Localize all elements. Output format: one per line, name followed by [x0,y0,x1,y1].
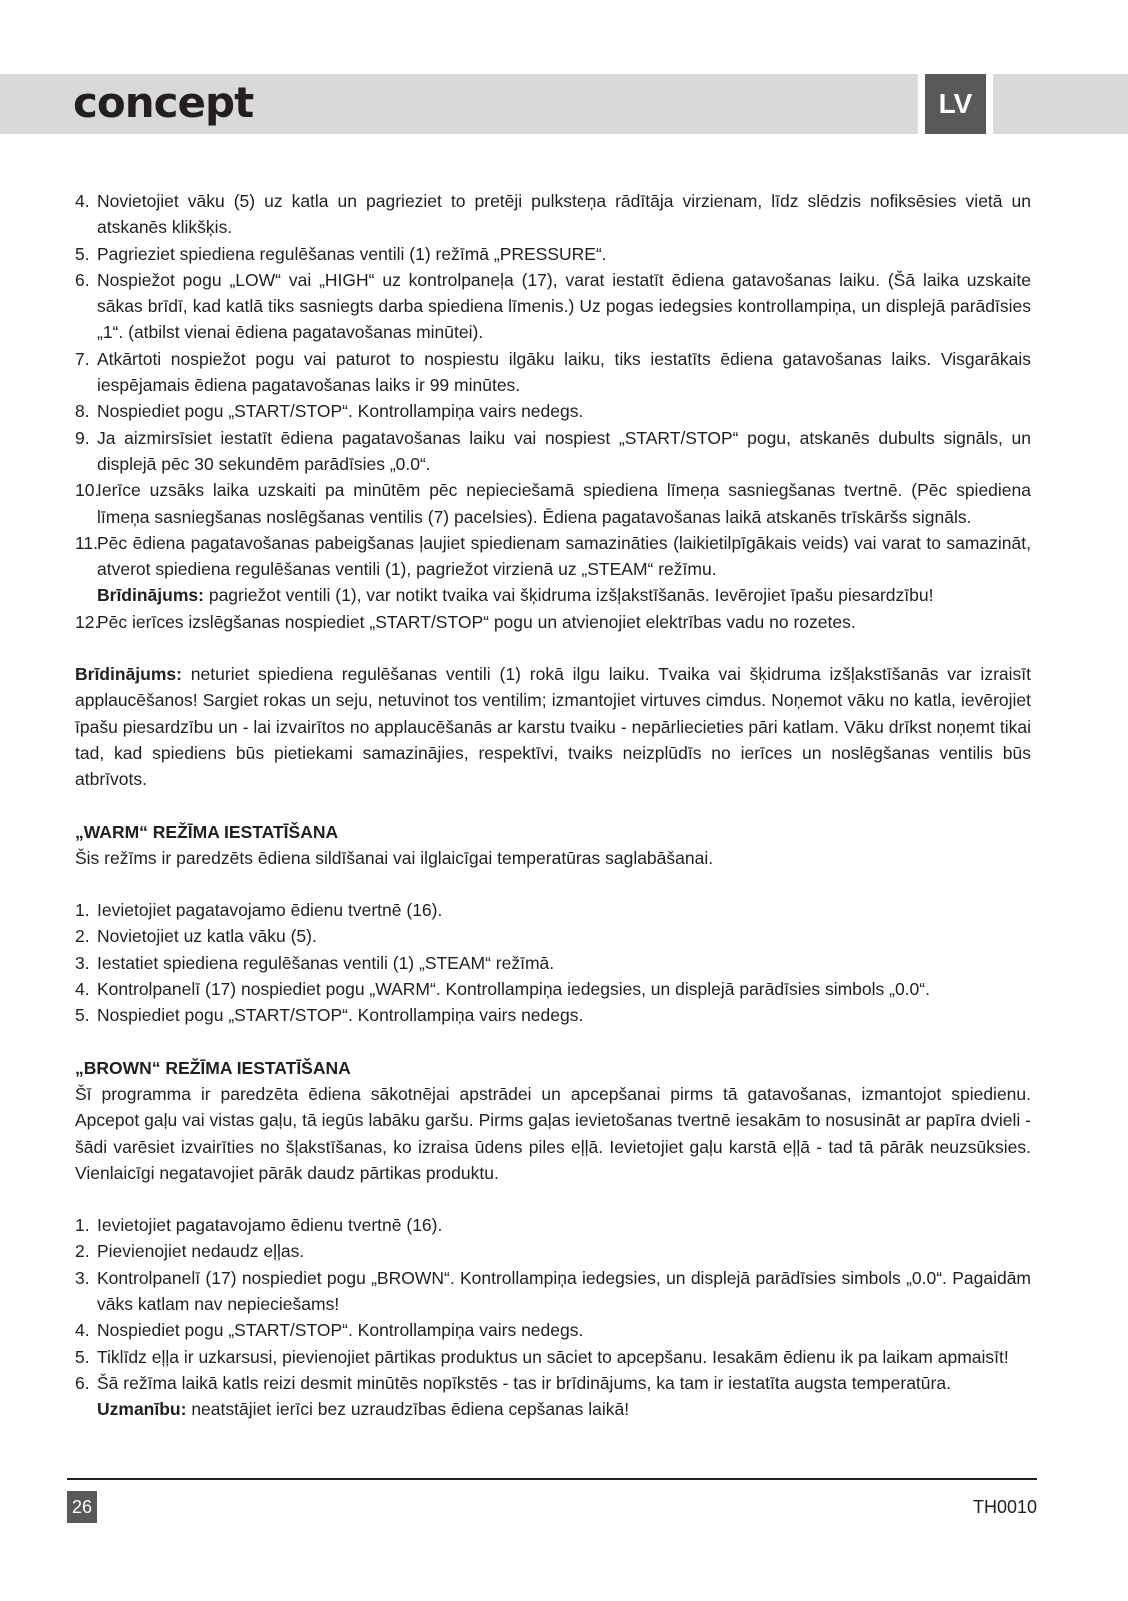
list-item: 11. Pēc ēdiena pagatavošanas pabeigšanas ļaujiet spiedienam samazināties (laikietilpīgākais veids) vai varat to samazināt, atverot spiediena regulēšanas ventili (1), pagriežot virzienā uz „STEAM“ režīmu. Brīdinājums: pagriežot ventili (1), var notikt tvaika vai šķidruma izšļakstīšanās. Ievērojiet īpašu piesardzību! [75,532,1031,606]
header-divider [918,74,925,134]
list-item: 9. Ja aizmirsīsiet iestatīt ēdiena pagatavošanas laiku vai nospiest „START/STOP“ pogu, atskanēs dubults signāls, un displejā pēc 30 sekundēm parādīsies „0.0“. [75,427,1031,474]
list-item: 1. Ievietojiet pagatavojamo ēdienu tvertnē (16). [75,1215,443,1236]
caution-label: Uzmanību: [97,1399,187,1420]
list-item: 3. Iestatiet spiediena regulēšanas ventili (1) „STEAM“ režīmā. [75,952,555,973]
section-heading-brown: „BROWN“ REŽĪMA IESTATĪŠANA [75,1057,351,1078]
language-badge: LV [925,74,986,134]
list-item: 5. Pagrieziet spiediena regulēšanas ventili (1) režīmā „PRESSURE“. [75,243,607,264]
brand-logo: concept [73,78,254,127]
list-item: 1. Ievietojiet pagatavojamo ēdienu tvertnē (16). [75,900,443,921]
warning-paragraph: Brīdinājums: neturiet spiediena regulēšanas ventili (1) rokā ilgu laiku. Tvaika vai šķidruma izšļakstīšanās var izraisīt applaucēšanos! Sargiet rokas un seju, netuvinot tos ventilim; izmantojiet virtuves cimdus. Noņemot vāku no katla, ievērojiet īpašu piesardzību un - lai izvairītos no applaucēšanās ar karstu tvaiku - nepārliecieties pāri katlam. Vāku drīkst noņemt tikai tad, kad spiediens būs pietiekami samazinājies, respektīvi, tvaiks neizplūdīs no ierīces un noslēgšanas ventilis būs atbrīvots. [75,664,1031,790]
list-item: 10. Ierīce uzsāks laika uzskaiti pa minūtēm pēc nepieciešamā spiediena līmeņa sasniegšanas tvertnē. (Pēc spiediena līmeņa sasniegšanas noslēgšanas ventilis (7) pacelsies). Ēdiena pagatavošanas laikā atskanēs trīskāršs signāls. [75,480,1031,527]
warning-label: Brīdinājums: [97,585,204,606]
list-item: 5. Tiklīdz eļļa ir uzkarsusi, pievienojiet pārtikas produktus un sāciet to apcepšanu. Iesakām ēdienu ik pa laikam apmaisīt! [75,1346,1009,1367]
warning-label: Brīdinājums: [75,664,182,685]
pressure-steps-list [75,188,1031,635]
section-intro-brown: Šī programma ir paredzēta ēdiena sākotnējai apstrādei un apcepšanai pirms tā gatavošanas, izmantojot spiedienu. Apcepot gaļu vai vistas gaļu, tā iegūs labāku garšu. Pirms gaļas ievietošanas tvertnē iesakām to nosusināt ar papīra dvieli - šādi varēsiet izvairīties no šļakstīšanas, ko izraisa ūdens piles eļļā. Ievietojiet gaļu karstā eļļā - tad tā pārāk neuzsūksies. Vienlaicīgi negatavojiet pārāk daudz pārtikas produktu. [75,1083,1031,1183]
page-number: 26 [67,1491,97,1523]
header-divider [986,74,993,134]
list-item: 12. Pēc ierīces izslēgšanas nospiediet „START/STOP“ pogu un atvienojiet elektrības vadu no rozetes. [75,611,856,632]
list-item: 5. Nospiediet pogu „START/STOP“. Kontrollampiņa vairs nedegs. [75,1005,584,1026]
warm-steps-list [75,897,1031,1028]
list-item: 6. Nospiežot pogu „LOW“ vai „HIGH“ uz kontrolpaneļa (17), varat iestatīt ēdiena gatavošanas laiku. (Šā laika uzskaite sākas brīdī, kad katlā tiks sasniegts darba spiediena līmenis.) Uz pogas iedegsies kontrollampiņa, un displejā parādīsies „1“. (atbilst vienai ēdiena pagatavošanas minūtei). [75,269,1031,343]
brown-steps-list [75,1212,1031,1422]
list-item: 4. Nospiediet pogu „START/STOP“. Kontrollampiņa vairs nedegs. [75,1320,584,1341]
section-intro-warm: Šis režīms ir paredzēts ēdiena sildīšanai vai ilglaicīgai temperatūras saglabāšanai. [75,847,714,868]
list-item: 2. Novietojiet uz katla vāku (5). [75,926,317,947]
page-content [75,188,1031,1422]
list-item: 6. Šā režīma laikā katls reizi desmit minūtēs nopīkstēs - tas ir brīdinājums, ka tam ir iestatīta augsta temperatūra. Uzmanību: neatstājiet ierīci bez uzraudzības ēdiena cepšanas laikā! [75,1372,951,1420]
footer-divider [67,1478,1037,1480]
list-item: 4. Kontrolpanelī (17) nospiediet pogu „WARM“. Kontrollampiņa iedegsies, un displejā parādīsies simbols „0.0“. [75,979,930,1000]
model-number: TH0010 [972,1497,1037,1517]
list-item: 4. Novietojiet vāku (5) uz katla un pagrieziet to pretēji pulksteņa rādītāja virzienam, līdz slēdzis nofiksēsies vietā un atskanēs klikšķis. [75,191,1031,238]
list-item: 2. Pievienojiet nedaudz eļļas. [75,1241,305,1262]
list-item: 8. Nospiediet pogu „START/STOP“. Kontrollampiņa vairs nedegs. [75,401,584,422]
list-item: 7. Atkārtoti nospiežot pogu vai paturot to nospiestu ilgāku laiku, tiks iestatīts ēdiena gatavošanas laiks. Visgarākais iespējamais ēdiena pagatavošanas laiks ir 99 minūtes. [75,348,1031,396]
list-item: 3. Kontrolpanelī (17) nospiediet pogu „BROWN“. Kontrollampiņa iedegsies, un displejā parādīsies simbols „0.0“. Pagaidām vāks katlam nav nepieciešams! [75,1267,1031,1314]
section-heading-warm: „WARM“ REŽĪMA IESTATĪŠANA [75,821,339,842]
